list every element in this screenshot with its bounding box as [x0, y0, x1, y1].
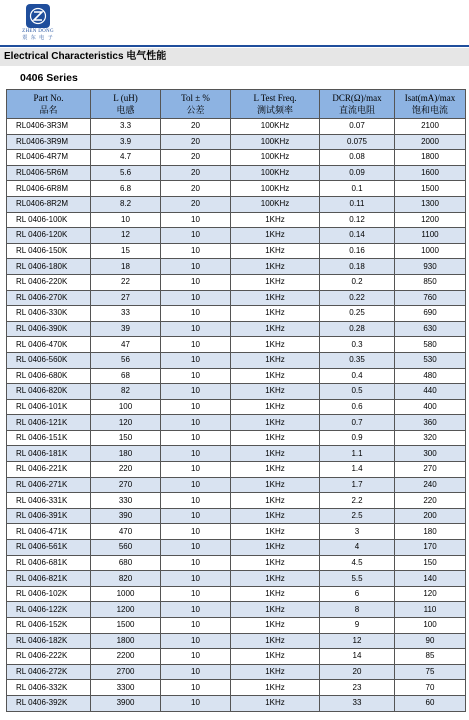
table-row [7, 586, 466, 602]
table-row [7, 181, 466, 197]
tolerance-cell: 20 [161, 150, 231, 166]
inductance-cell: 3900 [91, 695, 161, 711]
part-no-cell: RL0406-4R7M [7, 150, 91, 166]
spec-table-body [7, 119, 466, 712]
isat-cell: 440 [395, 384, 466, 400]
isat-cell: 1200 [395, 212, 466, 228]
table-row [7, 119, 466, 135]
test-freq-cell: 1KHz [231, 415, 320, 431]
part-no-cell: RL 0406-680K [7, 368, 91, 384]
part-no-cell: RL0406-3R3M [7, 119, 91, 135]
isat-cell: 75 [395, 664, 466, 680]
dcr-cell: 0.25 [320, 306, 395, 322]
header-dcr: DCR(Ω)/max 直流电阻 [320, 90, 395, 119]
tolerance-cell: 10 [161, 664, 231, 680]
isat-cell: 150 [395, 555, 466, 571]
part-no-cell: RL 0406-102K [7, 586, 91, 602]
test-freq-cell: 1KHz [231, 228, 320, 244]
inductance-cell: 18 [91, 259, 161, 275]
inductance-cell: 47 [91, 337, 161, 353]
table-row [7, 228, 466, 244]
isat-cell: 630 [395, 321, 466, 337]
table-row [7, 602, 466, 618]
tolerance-cell: 10 [161, 321, 231, 337]
test-freq-cell: 1KHz [231, 649, 320, 665]
part-no-cell: RL 0406-121K [7, 415, 91, 431]
inductance-cell: 100 [91, 399, 161, 415]
part-no-cell: RL 0406-151K [7, 430, 91, 446]
isat-cell: 690 [395, 306, 466, 322]
part-no-cell: RL0406-3R9M [7, 134, 91, 150]
header-inductance: L (uH) 电感 [91, 90, 161, 119]
test-freq-cell: 1KHz [231, 602, 320, 618]
part-no-cell: RL 0406-471K [7, 524, 91, 540]
tolerance-cell: 20 [161, 119, 231, 135]
dcr-cell: 23 [320, 680, 395, 696]
part-no-cell: RL 0406-331K [7, 493, 91, 509]
test-freq-cell: 1KHz [231, 664, 320, 680]
dcr-cell: 0.22 [320, 290, 395, 306]
part-no-cell: RL 0406-392K [7, 695, 91, 711]
dcr-cell: 0.35 [320, 352, 395, 368]
test-freq-cell: 1KHz [231, 571, 320, 587]
inductance-cell: 820 [91, 571, 161, 587]
dcr-cell: 2.2 [320, 493, 395, 509]
tolerance-cell: 10 [161, 649, 231, 665]
inductance-cell: 22 [91, 274, 161, 290]
test-freq-cell: 100KHz [231, 181, 320, 197]
part-no-cell: RL 0406-220K [7, 274, 91, 290]
inductance-cell: 33 [91, 306, 161, 322]
table-row [7, 571, 466, 587]
test-freq-cell: 1KHz [231, 446, 320, 462]
header-tolerance: Tol ± % 公差 [161, 90, 231, 119]
inductance-cell: 1200 [91, 602, 161, 618]
section-title: Electrical Characteristics 电气性能 [0, 48, 469, 66]
tolerance-cell: 10 [161, 399, 231, 415]
inductance-cell: 15 [91, 243, 161, 259]
test-freq-cell: 1KHz [231, 680, 320, 696]
dcr-cell: 1.4 [320, 462, 395, 478]
dcr-cell: 14 [320, 649, 395, 665]
dcr-cell: 0.075 [320, 134, 395, 150]
isat-cell: 90 [395, 633, 466, 649]
test-freq-cell: 1KHz [231, 493, 320, 509]
tolerance-cell: 20 [161, 196, 231, 212]
test-freq-cell: 1KHz [231, 368, 320, 384]
part-no-cell: RL 0406-181K [7, 446, 91, 462]
part-no-cell: RL 0406-470K [7, 337, 91, 353]
inductance-cell: 5.6 [91, 165, 161, 181]
tolerance-cell: 10 [161, 274, 231, 290]
part-no-cell: RL0406-5R6M [7, 165, 91, 181]
test-freq-cell: 1KHz [231, 384, 320, 400]
tolerance-cell: 10 [161, 306, 231, 322]
isat-cell: 70 [395, 680, 466, 696]
isat-cell: 300 [395, 446, 466, 462]
tolerance-cell: 10 [161, 290, 231, 306]
dcr-cell: 0.4 [320, 368, 395, 384]
part-no-cell: RL 0406-122K [7, 602, 91, 618]
test-freq-cell: 1KHz [231, 321, 320, 337]
test-freq-cell: 100KHz [231, 150, 320, 166]
part-no-cell: RL 0406-150K [7, 243, 91, 259]
table-row [7, 259, 466, 275]
isat-cell: 1500 [395, 181, 466, 197]
tolerance-cell: 10 [161, 462, 231, 478]
dcr-cell: 4.5 [320, 555, 395, 571]
isat-cell: 1600 [395, 165, 466, 181]
table-row [7, 399, 466, 415]
dcr-cell: 0.28 [320, 321, 395, 337]
tolerance-cell: 10 [161, 602, 231, 618]
test-freq-cell: 1KHz [231, 462, 320, 478]
inductance-cell: 680 [91, 555, 161, 571]
dcr-cell: 8 [320, 602, 395, 618]
isat-cell: 480 [395, 368, 466, 384]
dcr-cell: 0.14 [320, 228, 395, 244]
table-row [7, 290, 466, 306]
isat-cell: 180 [395, 524, 466, 540]
dcr-cell: 0.6 [320, 399, 395, 415]
table-row [7, 664, 466, 680]
tolerance-cell: 10 [161, 384, 231, 400]
test-freq-cell: 1KHz [231, 259, 320, 275]
isat-cell: 2100 [395, 119, 466, 135]
inductance-cell: 1000 [91, 586, 161, 602]
test-freq-cell: 100KHz [231, 196, 320, 212]
test-freq-cell: 100KHz [231, 165, 320, 181]
isat-cell: 170 [395, 540, 466, 556]
inductance-cell: 6.8 [91, 181, 161, 197]
dcr-cell: 0.5 [320, 384, 395, 400]
dcr-cell: 1.1 [320, 446, 395, 462]
test-freq-cell: 1KHz [231, 243, 320, 259]
inductance-cell: 1800 [91, 633, 161, 649]
logo-mark [26, 4, 50, 28]
tolerance-cell: 10 [161, 228, 231, 244]
part-no-cell: RL 0406-681K [7, 555, 91, 571]
test-freq-cell: 1KHz [231, 477, 320, 493]
inductance-cell: 4.7 [91, 150, 161, 166]
inductance-cell: 10 [91, 212, 161, 228]
inductance-cell: 8.2 [91, 196, 161, 212]
isat-cell: 580 [395, 337, 466, 353]
inductance-cell: 39 [91, 321, 161, 337]
table-row [7, 134, 466, 150]
part-no-cell: RL 0406-330K [7, 306, 91, 322]
part-no-cell: RL 0406-120K [7, 228, 91, 244]
part-no-cell: RL 0406-391K [7, 508, 91, 524]
table-row [7, 633, 466, 649]
inductance-cell: 390 [91, 508, 161, 524]
table-row [7, 618, 466, 634]
tolerance-cell: 10 [161, 680, 231, 696]
isat-cell: 400 [395, 399, 466, 415]
table-row [7, 368, 466, 384]
table-row [7, 493, 466, 509]
tolerance-cell: 10 [161, 540, 231, 556]
table-row [7, 212, 466, 228]
test-freq-cell: 1KHz [231, 352, 320, 368]
test-freq-cell: 1KHz [231, 555, 320, 571]
tolerance-cell: 20 [161, 134, 231, 150]
part-no-cell: RL0406-8R2M [7, 196, 91, 212]
table-row [7, 321, 466, 337]
part-no-cell: RL 0406-180K [7, 259, 91, 275]
series-title: 0406 Series [20, 72, 78, 84]
test-freq-cell: 1KHz [231, 586, 320, 602]
table-row [7, 477, 466, 493]
isat-cell: 930 [395, 259, 466, 275]
table-row [7, 165, 466, 181]
dcr-cell: 5.5 [320, 571, 395, 587]
table-row [7, 680, 466, 696]
table-row [7, 462, 466, 478]
dcr-cell: 0.09 [320, 165, 395, 181]
tolerance-cell: 10 [161, 368, 231, 384]
inductance-cell: 68 [91, 368, 161, 384]
tolerance-cell: 10 [161, 212, 231, 228]
dcr-cell: 2.5 [320, 508, 395, 524]
inductance-cell: 3300 [91, 680, 161, 696]
tolerance-cell: 20 [161, 165, 231, 181]
table-row [7, 274, 466, 290]
test-freq-cell: 1KHz [231, 695, 320, 711]
table-row [7, 508, 466, 524]
dcr-cell: 3 [320, 524, 395, 540]
tolerance-cell: 10 [161, 337, 231, 353]
inductance-cell: 180 [91, 446, 161, 462]
inductance-cell: 120 [91, 415, 161, 431]
logo-z-icon [29, 7, 47, 25]
test-freq-cell: 1KHz [231, 618, 320, 634]
tolerance-cell: 10 [161, 571, 231, 587]
part-no-cell: RL 0406-221K [7, 462, 91, 478]
part-no-cell: RL 0406-820K [7, 384, 91, 400]
table-row [7, 695, 466, 711]
inductance-cell: 2700 [91, 664, 161, 680]
inductance-cell: 12 [91, 228, 161, 244]
header-rule [0, 45, 469, 47]
isat-cell: 140 [395, 571, 466, 587]
isat-cell: 760 [395, 290, 466, 306]
dcr-cell: 0.2 [320, 274, 395, 290]
test-freq-cell: 1KHz [231, 540, 320, 556]
inductance-cell: 330 [91, 493, 161, 509]
table-row [7, 150, 466, 166]
table-row [7, 430, 466, 446]
tolerance-cell: 10 [161, 618, 231, 634]
test-freq-cell: 100KHz [231, 119, 320, 135]
dcr-cell: 12 [320, 633, 395, 649]
dcr-cell: 0.3 [320, 337, 395, 353]
inductance-cell: 1500 [91, 618, 161, 634]
header-part-no: Part No. 品名 [7, 90, 91, 119]
dcr-cell: 0.08 [320, 150, 395, 166]
isat-cell: 530 [395, 352, 466, 368]
part-no-cell: RL 0406-390K [7, 321, 91, 337]
test-freq-cell: 1KHz [231, 399, 320, 415]
inductance-cell: 560 [91, 540, 161, 556]
dcr-cell: 0.9 [320, 430, 395, 446]
part-no-cell: RL 0406-332K [7, 680, 91, 696]
test-freq-cell: 1KHz [231, 212, 320, 228]
tolerance-cell: 10 [161, 633, 231, 649]
dcr-cell: 0.11 [320, 196, 395, 212]
isat-cell: 270 [395, 462, 466, 478]
test-freq-cell: 1KHz [231, 337, 320, 353]
table-row [7, 352, 466, 368]
isat-cell: 320 [395, 430, 466, 446]
dcr-cell: 9 [320, 618, 395, 634]
isat-cell: 2000 [395, 134, 466, 150]
part-no-cell: RL 0406-821K [7, 571, 91, 587]
dcr-cell: 0.12 [320, 212, 395, 228]
test-freq-cell: 100KHz [231, 134, 320, 150]
isat-cell: 850 [395, 274, 466, 290]
dcr-cell: 0.7 [320, 415, 395, 431]
isat-cell: 240 [395, 477, 466, 493]
dcr-cell: 0.18 [320, 259, 395, 275]
test-freq-cell: 1KHz [231, 508, 320, 524]
test-freq-cell: 1KHz [231, 290, 320, 306]
tolerance-cell: 10 [161, 695, 231, 711]
tolerance-cell: 10 [161, 352, 231, 368]
part-no-cell: RL 0406-101K [7, 399, 91, 415]
inductance-cell: 82 [91, 384, 161, 400]
inductance-cell: 3.9 [91, 134, 161, 150]
dcr-cell: 33 [320, 695, 395, 711]
tolerance-cell: 10 [161, 477, 231, 493]
part-no-cell: RL 0406-271K [7, 477, 91, 493]
tolerance-cell: 10 [161, 586, 231, 602]
part-no-cell: RL 0406-272K [7, 664, 91, 680]
part-no-cell: RL0406-6R8M [7, 181, 91, 197]
test-freq-cell: 1KHz [231, 524, 320, 540]
isat-cell: 1100 [395, 228, 466, 244]
table-row [7, 415, 466, 431]
table-row [7, 337, 466, 353]
table-row [7, 524, 466, 540]
dcr-cell: 4 [320, 540, 395, 556]
table-row [7, 649, 466, 665]
logo-text-en: ZHEN DONG [22, 29, 54, 34]
isat-cell: 200 [395, 508, 466, 524]
part-no-cell: RL 0406-560K [7, 352, 91, 368]
part-no-cell: RL 0406-270K [7, 290, 91, 306]
isat-cell: 100 [395, 618, 466, 634]
part-no-cell: RL 0406-182K [7, 633, 91, 649]
tolerance-cell: 10 [161, 243, 231, 259]
table-row [7, 555, 466, 571]
dcr-cell: 0.07 [320, 119, 395, 135]
part-no-cell: RL 0406-561K [7, 540, 91, 556]
tolerance-cell: 20 [161, 181, 231, 197]
inductance-cell: 150 [91, 430, 161, 446]
dcr-cell: 0.16 [320, 243, 395, 259]
isat-cell: 85 [395, 649, 466, 665]
dcr-cell: 20 [320, 664, 395, 680]
header-test-freq: L Test Freq. 测试频率 [231, 90, 320, 119]
table-row [7, 384, 466, 400]
inductance-cell: 220 [91, 462, 161, 478]
test-freq-cell: 1KHz [231, 274, 320, 290]
inductance-cell: 470 [91, 524, 161, 540]
tolerance-cell: 10 [161, 259, 231, 275]
test-freq-cell: 1KHz [231, 633, 320, 649]
isat-cell: 360 [395, 415, 466, 431]
inductance-cell: 2200 [91, 649, 161, 665]
part-no-cell: RL 0406-152K [7, 618, 91, 634]
table-row [7, 306, 466, 322]
isat-cell: 1000 [395, 243, 466, 259]
tolerance-cell: 10 [161, 430, 231, 446]
isat-cell: 1800 [395, 150, 466, 166]
inductance-cell: 270 [91, 477, 161, 493]
tolerance-cell: 10 [161, 446, 231, 462]
table-header-row [7, 90, 466, 119]
company-logo [18, 4, 58, 44]
tolerance-cell: 10 [161, 524, 231, 540]
inductance-cell: 56 [91, 352, 161, 368]
tolerance-cell: 10 [161, 415, 231, 431]
spec-table [6, 89, 466, 712]
test-freq-cell: 1KHz [231, 306, 320, 322]
part-no-cell: RL 0406-100K [7, 212, 91, 228]
isat-cell: 1300 [395, 196, 466, 212]
isat-cell: 60 [395, 695, 466, 711]
inductance-cell: 27 [91, 290, 161, 306]
tolerance-cell: 10 [161, 508, 231, 524]
header-isat: Isat(mA)/max 饱和电流 [395, 90, 466, 119]
logo-text-cn: 震 东 电 子 [22, 35, 54, 41]
isat-cell: 110 [395, 602, 466, 618]
tolerance-cell: 10 [161, 555, 231, 571]
part-no-cell: RL 0406-222K [7, 649, 91, 665]
table-row [7, 446, 466, 462]
table-row [7, 243, 466, 259]
test-freq-cell: 1KHz [231, 430, 320, 446]
isat-cell: 220 [395, 493, 466, 509]
tolerance-cell: 10 [161, 493, 231, 509]
dcr-cell: 6 [320, 586, 395, 602]
table-row [7, 196, 466, 212]
table-row [7, 540, 466, 556]
isat-cell: 120 [395, 586, 466, 602]
dcr-cell: 0.1 [320, 181, 395, 197]
inductance-cell: 3.3 [91, 119, 161, 135]
dcr-cell: 1.7 [320, 477, 395, 493]
